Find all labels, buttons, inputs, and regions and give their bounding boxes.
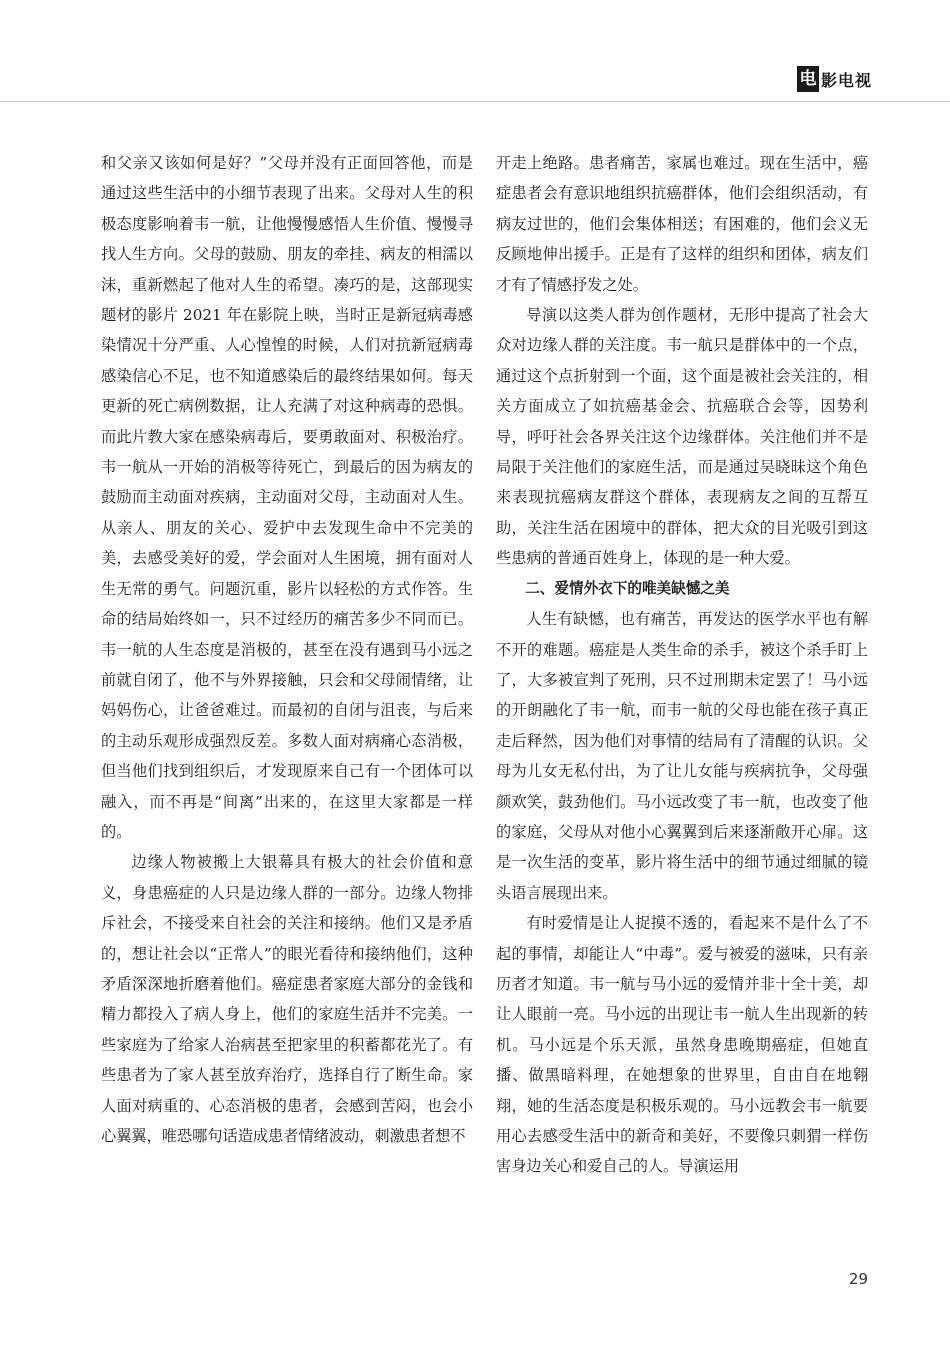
right-paragraph-1: 开走上绝路。患者痛苦，家属也难过。现在生活中，癌症患者会有意识地组织抗癌群体，他们会组织活动，有病友过世的，他们会集体相送；有困难的，他们会义无反顾地伸出援手。正是有了这样的组织和团体，病友们才有了情感抒发之处。 (496, 154, 868, 294)
left-paragraph-1: 和父亲又该如何是好？”父母并没有正面回答他，而是通过这些生活中的小细节表现了出来。父母对人生的积极态度影响着韦一航，让他慢慢感悟人生价值、慢慢寻找人生方向。父母的鼓励、朋友的牵挂、病友的相濡以沫，重新燃起了他对人生的希望。凑巧的是，这部现实题材的影片 2021 年在影院上映，当时正是新冠病毒感染情况十分严重、人心惶惶的时候，人们对抗新冠病毒感染信心不足，也不知道感染后的最终结果如何。每天更新的死亡病例数据，让人充满了对这种病毒的恐惧。而此片教大家在感染病毒后，要勇敢面对、积极治疗。韦一航从一开始的消极等待死亡，到最后的因为病友的鼓励而主动面对疾病，主动面对父母，主动面对人生。从亲人、朋友的关心、爱护中去发现生命中不完美的美，去感受美好的爱，学会面对人生困境，拥有面对人生无常的勇气。问题沉重，影片以轻松的方式作答。生命的结局始终如一，只不过经历的痛苦多少不同而已。韦一航的人生态度是消极的，甚至在没有遇到马小远之前就自闭了，他不与外界接触，只会和父母闹情绪，让妈妈伤心，让爸爸难过。而最初的自闭与沮丧，与后来的主动乐观形成强烈反差。多数人面对病痛心态消极，但当他们找到组织后，才发现原来自己有一个团体可以融入，而不再是“间离”出来的，在这里大家都是一样的。 (101, 154, 473, 841)
page-number: 29 (848, 1270, 868, 1288)
section-heading: 二、爱情外衣下的唯美缺憾之美 (525, 579, 730, 597)
magazine-logo-mark: 电 (797, 66, 819, 92)
header-rule (0, 101, 950, 102)
left-paragraph-2: 边缘人物被搬上大银幕具有极大的社会价值和意义，身患癌症的人只是边缘人群的一部分。边缘人物排斥社会，不接受来自社会的关注和接纳。他们又是矛盾的，想让社会以“正常人”的眼光看待和接纳他们，这种矛盾深深地折磨着他们。癌症患者家庭大部分的金钱和精力都投入了病人身上，他们的家庭生活并不完美。一些家庭为了给家人治病甚至把家里的积蓄都花光了。有些患者为了家人甚至放弃治疗，选择自行了断生命。家人面对病重的、心态消极的患者，会感到苦闷，也会小心翼翼，唯恐哪句话造成患者情绪波动，刺激患者想不 (101, 853, 473, 1145)
left-column (101, 148, 473, 1151)
right-column (496, 148, 868, 1182)
right-paragraph-2: 导演以这类人群为创作题材，无形中提高了社会大众对边缘人群的关注度。韦一航只是群体中的一个点，通过这个点折射到一个面，这个面是被社会关注的，相关方面成立了如抗癌基金会、抗癌联合会等，因势利导，呼吁社会各界关注这个边缘群体。关注他们并不是局限于关注他们的家庭生活，而是通过吴晓昧这个角色来表现抗癌病友群这个群体，表现病友之间的互帮互助，关注生活在困境中的群体，把大众的目光吸引到这些患病的普通百姓身上，体现的是一种大爱。 (496, 306, 868, 568)
running-header (797, 66, 872, 92)
right-paragraph-4: 有时爱情是让人捉摸不透的，看起来不是什么了不起的事情，却能让人“中毒”。爱与被爱的滋味，只有亲历者才知道。韦一航与马小远的爱情并非十全十美，却让人眼前一亮。马小远的出现让韦一航人生出现新的转机。马小远是个乐天派，虽然身患晚期癌症，但她直播、做黑暗料理，在她想象的世界里，自由自在地翱翔，她的生活态度是积极乐观的。马小远教会韦一航要用心去感受生活中的新奇和美好，不要像只刺猬一样伤害身边关心和爱自己的人。导演运用 (496, 914, 868, 1176)
magazine-section-title: 影电视 (820, 70, 872, 90)
right-paragraph-3: 人生有缺憾，也有痛苦，再发达的医学水平也有解不开的难题。癌症是人类生命的杀手，被这个杀手盯上了，大多被宣判了死刑，只不过刑期未定罢了！马小远的开朗融化了韦一航，而韦一航的父母也能在孩子真正走后释然，因为他们对事情的结局有了清醒的认识。父母为儿女无私付出，为了让儿女能与疾病抗争，父母强颜欢笑，鼓劲他们。马小远改变了韦一航，也改变了他的家庭，父母从对他小心翼翼到后来逐渐敞开心扉。这是一次生活的变革，影片将生活中的细节通过细腻的镜头语言展现出来。 (496, 610, 868, 902)
